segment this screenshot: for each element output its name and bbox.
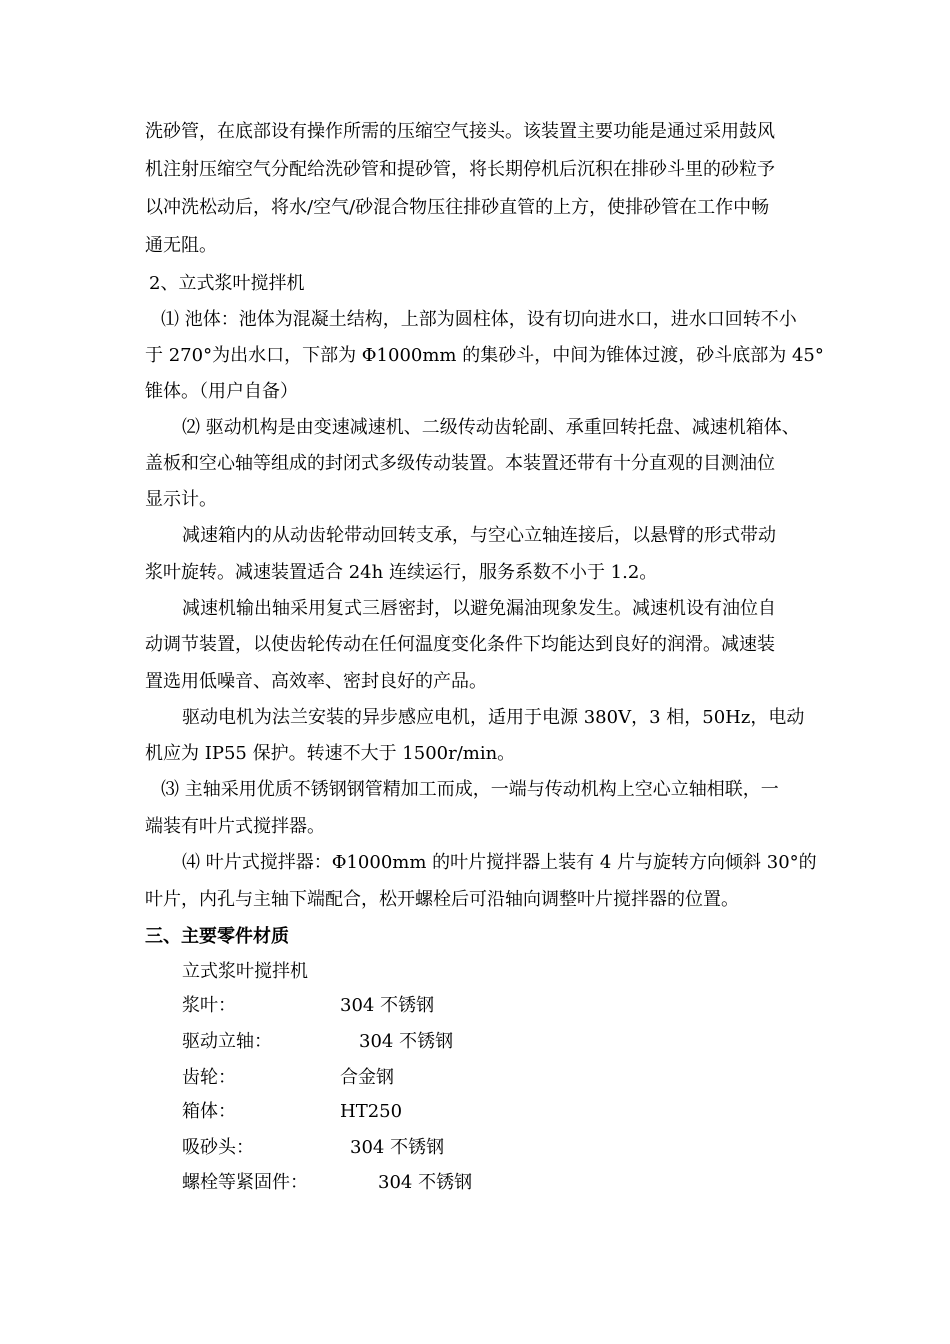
material-value: 304 不锈钢 — [340, 995, 435, 1016]
paragraph-line: 于 270°为出水口，下部为 Φ1000mm 的集砂斗，中间为锥体过渡，砂斗底部为 45° — [145, 345, 824, 366]
paragraph-line: 置选用低噪音、高效率、密封良好的产品。 — [145, 671, 487, 692]
material-part-label: 浆叶： — [182, 995, 236, 1016]
materials-title: 立式浆叶搅拌机 — [182, 961, 308, 982]
material-value: 304 不锈钢 — [378, 1172, 473, 1193]
paragraph-line: 浆叶旋转。减速装置适合 24h 连续运行，服务系数不小于 1.2。 — [145, 562, 658, 583]
paragraph-line: 机注射压缩空气分配给洗砂管和提砂管，将长期停机后沉积在排砂斗里的砂粒予 — [145, 159, 775, 180]
paragraph-line: 减速箱内的从动齿轮带动回转支承，与空心立轴连接后，以悬臂的形式带动 — [182, 525, 776, 546]
material-part-label: 螺栓等紧固件： — [182, 1172, 308, 1193]
paragraph-line: 洗砂管，在底部设有操作所需的压缩空气接头。该装置主要功能是通过采用鼓风 — [145, 121, 775, 142]
section-heading: 三、主要零件材质 — [145, 926, 289, 947]
paragraph-line: 驱动电机为法兰安装的异步感应电机，适用于电源 380V，3 相，50Hz，电动 — [182, 707, 805, 728]
material-value: 304 不锈钢 — [359, 1031, 454, 1052]
paragraph-line: 减速机输出轴采用复式三唇密封，以避免漏油现象发生。减速机设有油位自 — [182, 598, 776, 619]
paragraph-line: 显示计。 — [145, 489, 217, 510]
paragraph-line: 动调节装置，以使齿轮传动在任何温度变化条件下均能达到良好的润滑。减速装 — [145, 634, 775, 655]
material-value: 合金钢 — [340, 1067, 394, 1088]
paragraph-line: 盖板和空心轴等组成的封闭式多级传动装置。本装置还带有十分直观的目测油位 — [145, 453, 775, 474]
paragraph-line: ⑵ 驱动机构是由变速减速机、二级传动齿轮副、承重回转托盘、减速机箱体、 — [182, 417, 800, 438]
material-part-label: 吸砂头： — [182, 1137, 254, 1158]
paragraph-line: ⑴ 池体：池体为混凝土结构，上部为圆柱体，设有切向进水口，进水口回转不小 — [161, 309, 797, 330]
subsection-heading: 2、立式浆叶搅拌机 — [149, 273, 305, 294]
paragraph-line: 端装有叶片式搅拌器。 — [145, 816, 325, 837]
paragraph-line: 以冲洗松动后，将水/空气/砂混合物压往排砂直管的上方，使排砂管在工作中畅 — [145, 197, 770, 218]
paragraph-line: 机应为 IP55 保护。转速不大于 1500r/min。 — [145, 743, 516, 764]
material-part-label: 箱体： — [182, 1101, 236, 1122]
material-value: 304 不锈钢 — [350, 1137, 445, 1158]
material-part-label: 齿轮： — [182, 1067, 236, 1088]
paragraph-line: 叶片，内孔与主轴下端配合，松开螺栓后可沿轴向调整叶片搅拌器的位置。 — [145, 889, 739, 910]
paragraph-line: 锥体。（用户自备） — [145, 381, 298, 402]
material-value: HT250 — [340, 1101, 403, 1122]
paragraph-line: ⑶ 主轴采用优质不锈钢钢管精加工而成，一端与传动机构上空心立轴相联，一 — [161, 779, 779, 800]
paragraph-line: 通无阻。 — [145, 235, 217, 256]
paragraph-line: ⑷ 叶片式搅拌器：Φ1000mm 的叶片搅拌器上装有 4 片与旋转方向倾斜 30°的 — [182, 852, 817, 873]
material-part-label: 驱动立轴： — [182, 1031, 272, 1052]
